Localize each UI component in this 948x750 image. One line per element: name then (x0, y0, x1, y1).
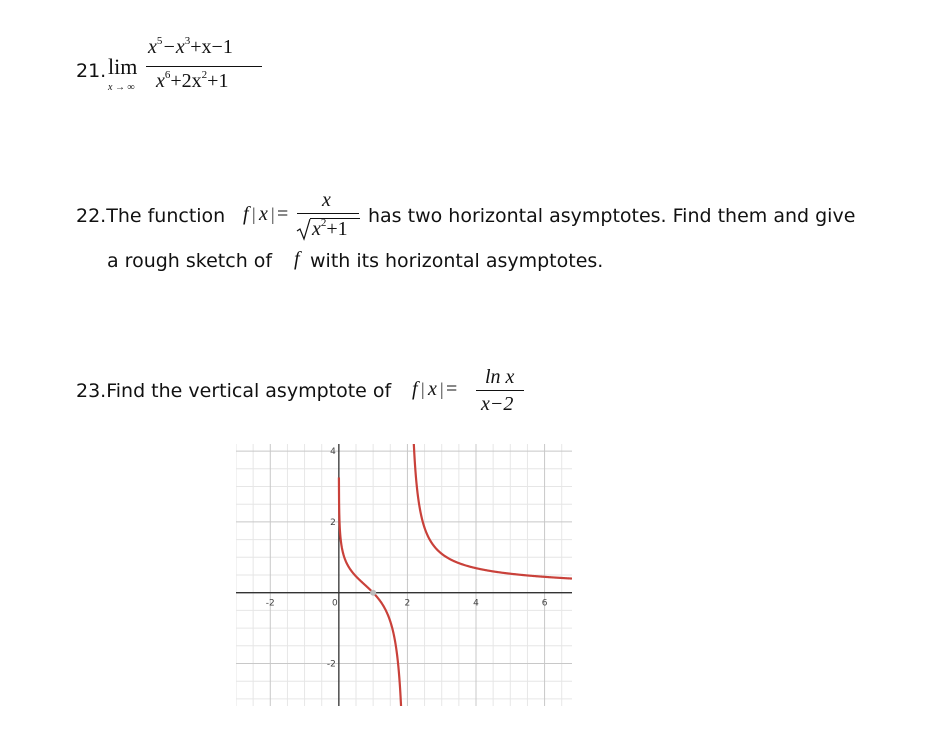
lim-operator: lim (108, 54, 138, 79)
p23-paren-close: | (440, 379, 444, 399)
p23-numerator: ln x (485, 366, 515, 388)
p21-fraction-bar (146, 66, 262, 67)
x-tick-label: 4 (473, 598, 479, 609)
function-graph (236, 444, 572, 706)
p23-f: f (412, 378, 418, 400)
x-tick-label: 6 (541, 598, 548, 609)
x-tick-label: -2 (265, 598, 275, 609)
p22-x: x (259, 203, 268, 225)
p22-paren-close: | (271, 204, 275, 224)
p22-equals: = (277, 203, 289, 225)
x-tick-label: 2 (404, 598, 411, 609)
p21-numerator: $x^5-x^3+x-1$ (148, 35, 233, 58)
sqrt-sign (296, 217, 312, 241)
p22-numerator: x (322, 189, 331, 211)
problem-22-tail: has two horizontal asymptotes. Find them and give (368, 205, 856, 227)
curve-branch-right (408, 444, 572, 579)
problem-22-line2-b: with its horizontal asymptotes. (310, 250, 604, 272)
y-tick-label: -2 (326, 659, 336, 670)
problem-23-lead: 23.Find the vertical asymptote of (76, 380, 392, 402)
p22-denominator: $x^2+1$ (312, 217, 348, 240)
x-intercept-point (370, 590, 376, 596)
p23-paren-open: | (421, 379, 425, 399)
p23-equals: = (446, 378, 458, 400)
tick-labels (266, 447, 548, 669)
y-tick-label: 4 (330, 447, 336, 458)
p22-fraction-bar (297, 213, 359, 214)
problem-22-line2-f: f (294, 248, 300, 270)
problem-22-line2-a: a rough sketch of (107, 250, 273, 272)
p23-denominator: x−2 (481, 393, 514, 415)
p22-paren-open: | (252, 204, 256, 224)
p22-f: f (243, 203, 249, 225)
problem-22-lead: 22.The function (76, 205, 226, 227)
x-tick-label: 0 (331, 598, 338, 609)
problem-21-number: 21. (76, 60, 107, 82)
p23-fraction-bar (476, 390, 524, 391)
y-tick-label: 2 (330, 517, 336, 528)
p23-x: x (428, 378, 437, 400)
p21-denominator: $x^6+2x^2+1$ (156, 69, 229, 92)
lim-subscript: x → ∞ (108, 82, 135, 93)
